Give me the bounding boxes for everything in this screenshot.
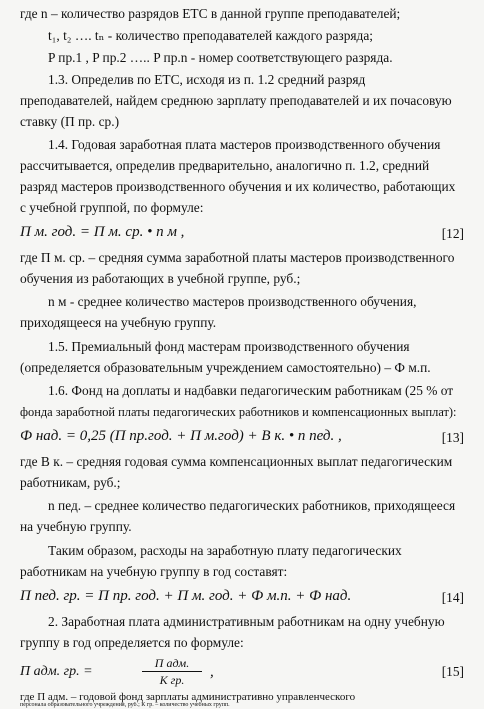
text-line: n м - среднее количество мастеров производственного обучения, xyxy=(48,294,417,309)
text-line: разряд мастеров производственного обучения и их количество, работающих xyxy=(20,179,456,194)
text-line: преподавателей, найдем среднюю зарплату преподавателей и их почасовую xyxy=(20,93,452,108)
text-line: с учебной группой, по формуле: xyxy=(20,200,204,215)
equation-number: [15] xyxy=(441,664,464,679)
equation-number: [12] xyxy=(441,226,464,241)
text-line: где П адм. – годовой фонд зарплаты административно управленческого xyxy=(20,691,356,703)
text-line: персонала образовательного учреждения, руб.; xyxy=(20,702,140,708)
text-line: 1.4. Годовая заработная плата мастеров производственного обучения xyxy=(48,137,441,152)
text-line: n пед. – среднее количество педагогических работников, приходящееся xyxy=(48,498,456,513)
text-line: обучения из работающих в учебной группе, руб.; xyxy=(20,271,301,286)
formula-13: Ф над. = 0,25 (П пр.год. + П м.год) + В к. • n пед. , xyxy=(20,428,342,444)
equation-number: [14] xyxy=(441,590,464,605)
text-line: фонда заработной платы педагогических работников и компенсационных выплат): xyxy=(20,405,457,419)
text-line: (определяется образовательным учреждением самостоятельно) – Ф м.п. xyxy=(20,360,431,375)
text-line: приходящееся на учебную группу. xyxy=(20,315,217,330)
text-line: где В к. – средняя годовая сумма компенсационных выплат педагогическим xyxy=(20,454,453,469)
text-line: Таким образом, расходы на заработную плату педагогических xyxy=(48,543,402,558)
text-line: группу в год определяется по формуле: xyxy=(20,635,244,650)
text-line: где П м. ср. – средняя сумма заработной платы мастеров производственного xyxy=(20,250,455,265)
formula-15-denominator: К гр. xyxy=(159,673,185,687)
text-line: К гр. – количество учебных групп. xyxy=(141,702,230,708)
text-line: на учебную группу. xyxy=(20,519,132,534)
text-line: работникам на учебную группу в год составят: xyxy=(20,564,288,579)
formula-12: П м. год. = П м. ср. • n м , xyxy=(20,224,185,240)
equation-number: [13] xyxy=(441,430,464,445)
text-line: работникам, руб.; xyxy=(20,475,121,490)
text-line: 1.3. Определив по ЕТС, исходя из п. 1.2 средний разряд xyxy=(48,72,366,87)
formula-14: П пед. гр. = П пр. год. + П м. год. + Ф м.п. + Ф над. xyxy=(20,588,352,604)
text-line: ставку (П пр. ср.) xyxy=(20,114,120,129)
text-line: рассчитывается, определив предварительно, аналогично п. 1.2, средний xyxy=(20,158,430,173)
text-line: P пр.1 , P пр.2 ….. P пр.n - номер соответствующего разряда. xyxy=(48,50,393,65)
text-line: где n – количество разрядов ЕТС в данной группе преподавателей; xyxy=(20,6,401,21)
text-line: 2. Заработная плата административным работникам на одну учебную xyxy=(48,614,445,629)
formula-15-numerator: П адм. xyxy=(154,656,190,670)
text-line: 1.5. Премиальный фонд мастерам производственного обучения xyxy=(48,339,410,354)
text-line: t₁, t₂ …. tₙ - количество преподавателей каждого разряда; xyxy=(48,28,374,43)
text-line: 1.6. Фонд на доплаты и надбавки педагогическим работникам (25 % от xyxy=(48,383,454,398)
footer-compact xyxy=(20,702,464,709)
fraction-bar xyxy=(142,671,202,672)
formula-15-comma: , xyxy=(210,664,214,680)
formula-15-lhs: П адм. гр. = xyxy=(20,664,93,679)
